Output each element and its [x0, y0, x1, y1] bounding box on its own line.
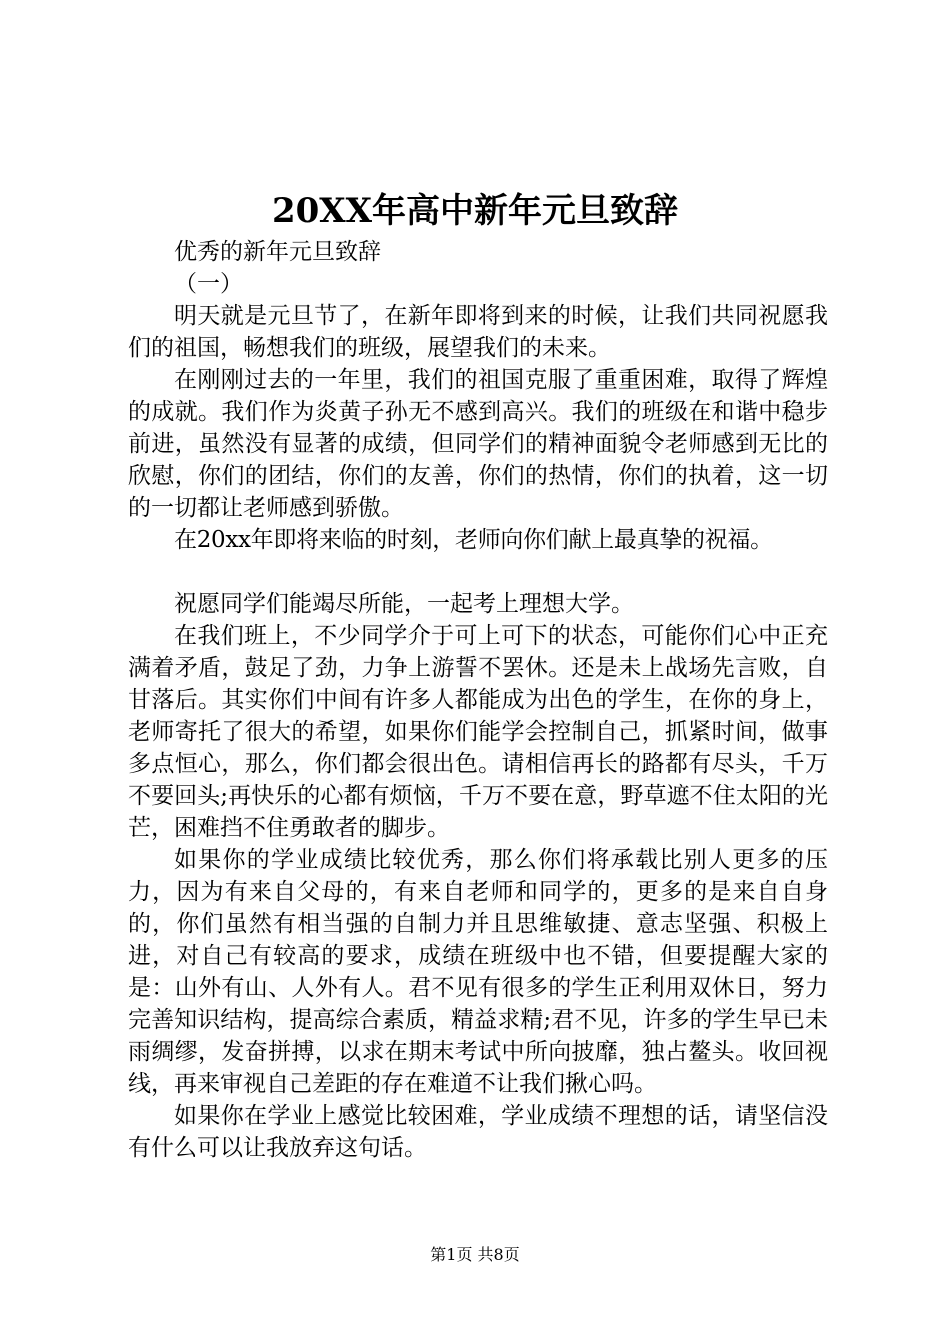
document-title: 20XX年高中新年元旦致辞	[271, 191, 679, 231]
paragraph: 在我们班上，不少同学介于可上可下的状态，可能你们心中正充满着矛盾，鼓足了劲，力争上游誓不罢休。还是未上战场先言败，自甘落后。其实你们中间有许多人都能成为出色的学生，在你的身上，老师寄托了很大的希望，如果你们能学会控制自己，抓紧时间，做事多点恒心，那么，你们都会很出色。请相信再长的路都有尽头，千万不要回头;再快乐的心都有烦恼，千万不要在意，野草遮不住太阳的光芒，困难挡不住勇敢者的脚步。	[128, 623, 828, 841]
paragraph: 明天就是元旦节了，在新年即将到来的时候，让我们共同祝愿我们的祖国，畅想我们的班级，展望我们的未来。	[128, 303, 828, 361]
document-body	[128, 236, 828, 1164]
paragraph-section-number: （一）	[174, 271, 243, 297]
paragraph: 祝愿同学们能竭尽所能，一起考上理想大学。	[174, 591, 634, 617]
paragraph-subtitle: 优秀的新年元旦致辞	[174, 239, 381, 265]
paragraph: 在刚刚过去的一年里，我们的祖国克服了重重困难，取得了辉煌的成就。我们作为炎黄子孙无不感到高兴。我们的班级在和谐中稳步前进，虽然没有显著的成绩，但同学们的精神面貌令老师感到无比的欣慰，你们的团结，你们的友善，你们的热情，你们的执着，这一切的一切都让老师感到骄傲。	[128, 367, 828, 521]
paragraph: 在20xx年即将来临的时刻，老师向你们献上最真挚的祝福。	[174, 527, 773, 553]
paragraph: 如果你在学业上感觉比较困难，学业成绩不理想的话，请坚信没有什么可以让我放弃这句话。	[128, 1103, 828, 1161]
paragraph: 如果你的学业成绩比较优秀，那么你们将承载比别人更多的压力，因为有来自父母的，有来自老师和同学的，更多的是来自自身的，你们虽然有相当强的自制力并且思维敏捷、意志坚强、积极上进，对自己有较高的要求，成绩在班级中也不错，但要提醒大家的是：山外有山、人外有人。君不见有很多的学生正利用双休日，努力完善知识结构，提高综合素质，精益求精;君不见，许多的学生早已未雨绸缪，发奋拼搏，以求在期末考试中所向披靡，独占鳌头。收回视线，再来审视自己差距的存在难道不让我们揪心吗。	[128, 847, 828, 1097]
blank-line	[128, 556, 828, 588]
page-footer: 第1页 共8页	[430, 1245, 520, 1264]
